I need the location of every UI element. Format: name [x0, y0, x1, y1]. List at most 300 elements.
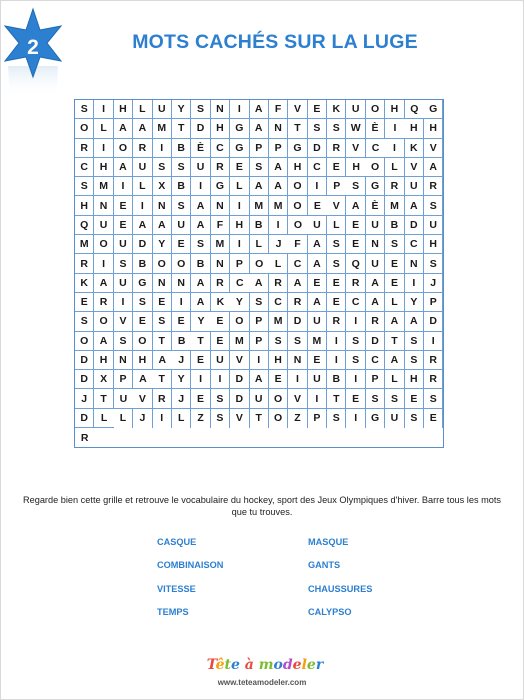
grid-cell[interactable]: C: [366, 351, 385, 370]
grid-cell[interactable]: U: [172, 216, 191, 235]
grid-cell[interactable]: R: [424, 177, 443, 196]
grid-cell[interactable]: V: [230, 409, 249, 428]
grid-cell[interactable]: U: [114, 274, 133, 293]
grid-cell[interactable]: F: [288, 235, 307, 254]
grid-cell[interactable]: R: [424, 370, 443, 389]
grid-cell[interactable]: E: [308, 274, 327, 293]
grid-cell[interactable]: G: [211, 177, 230, 196]
grid-cell[interactable]: V: [405, 158, 424, 177]
grid-cell[interactable]: N: [288, 351, 307, 370]
grid-cell[interactable]: A: [366, 293, 385, 312]
grid-cell[interactable]: A: [114, 158, 133, 177]
grid-cell[interactable]: G: [133, 274, 152, 293]
grid-cell[interactable]: O: [288, 196, 307, 215]
grid-cell[interactable]: V: [230, 351, 249, 370]
grid-cell[interactable]: S: [327, 254, 346, 273]
grid-cell[interactable]: E: [346, 216, 365, 235]
grid-cell[interactable]: B: [172, 332, 191, 351]
grid-cell[interactable]: S: [75, 100, 94, 119]
grid-cell[interactable]: S: [327, 409, 346, 428]
grid-cell[interactable]: H: [424, 235, 443, 254]
grid-cell[interactable]: R: [211, 274, 230, 293]
grid-cell[interactable]: M: [269, 196, 288, 215]
grid-cell[interactable]: I: [308, 389, 327, 408]
grid-cell[interactable]: I: [94, 254, 113, 273]
grid-cell[interactable]: O: [269, 389, 288, 408]
grid-cell[interactable]: D: [405, 216, 424, 235]
grid-cell[interactable]: S: [114, 332, 133, 351]
grid-cell[interactable]: A: [153, 216, 172, 235]
grid-cell[interactable]: U: [385, 409, 404, 428]
grid-cell[interactable]: X: [153, 177, 172, 196]
grid-cell[interactable]: I: [327, 351, 346, 370]
grid-cell[interactable]: I: [114, 293, 133, 312]
grid-cell[interactable]: A: [94, 274, 113, 293]
grid-cell[interactable]: O: [75, 119, 94, 138]
grid-cell[interactable]: R: [211, 158, 230, 177]
grid-cell[interactable]: U: [94, 216, 113, 235]
grid-cell[interactable]: M: [269, 312, 288, 331]
grid-cell[interactable]: O: [153, 254, 172, 273]
grid-cell[interactable]: I: [114, 177, 133, 196]
grid-cell[interactable]: S: [250, 293, 269, 312]
grid-cell[interactable]: R: [75, 139, 94, 158]
grid-cell[interactable]: I: [211, 370, 230, 389]
grid-cell[interactable]: L: [94, 119, 113, 138]
grid-cell[interactable]: G: [230, 119, 249, 138]
grid-cell[interactable]: A: [308, 293, 327, 312]
grid-cell[interactable]: L: [172, 409, 191, 428]
grid-cell[interactable]: S: [327, 119, 346, 138]
grid-cell[interactable]: I: [405, 274, 424, 293]
grid-cell[interactable]: I: [230, 235, 249, 254]
grid-cell[interactable]: U: [405, 177, 424, 196]
grid-cell[interactable]: V: [346, 139, 365, 158]
grid-cell[interactable]: H: [114, 100, 133, 119]
grid-cell[interactable]: A: [250, 119, 269, 138]
grid-cell[interactable]: V: [288, 100, 307, 119]
grid-cell[interactable]: S: [385, 235, 404, 254]
grid-cell[interactable]: E: [346, 389, 365, 408]
grid-cell[interactable]: Y: [191, 312, 210, 331]
grid-cell[interactable]: H: [133, 351, 152, 370]
grid-cell[interactable]: G: [366, 177, 385, 196]
grid-cell[interactable]: U: [191, 158, 210, 177]
grid-cell[interactable]: S: [211, 409, 230, 428]
grid-cell[interactable]: A: [405, 312, 424, 331]
grid-cell[interactable]: N: [366, 235, 385, 254]
grid-cell[interactable]: R: [288, 293, 307, 312]
grid-cell[interactable]: I: [288, 370, 307, 389]
grid-cell[interactable]: K: [75, 274, 94, 293]
grid-cell[interactable]: E: [133, 312, 152, 331]
grid-cell[interactable]: B: [191, 254, 210, 273]
grid-cell[interactable]: I: [250, 351, 269, 370]
grid-cell[interactable]: E: [327, 274, 346, 293]
grid-cell[interactable]: R: [94, 293, 113, 312]
grid-cell[interactable]: L: [94, 409, 113, 428]
grid-cell[interactable]: M: [75, 235, 94, 254]
grid-cell[interactable]: O: [366, 158, 385, 177]
grid-cell[interactable]: C: [308, 158, 327, 177]
grid-cell[interactable]: E: [191, 351, 210, 370]
grid-cell[interactable]: T: [191, 332, 210, 351]
grid-cell[interactable]: A: [385, 312, 404, 331]
grid-cell[interactable]: J: [424, 274, 443, 293]
grid-cell[interactable]: J: [133, 409, 152, 428]
grid-cell[interactable]: R: [385, 177, 404, 196]
grid-cell[interactable]: E: [75, 293, 94, 312]
grid-cell[interactable]: A: [114, 119, 133, 138]
grid-cell[interactable]: E: [327, 293, 346, 312]
grid-cell[interactable]: A: [191, 293, 210, 312]
grid-cell[interactable]: U: [308, 216, 327, 235]
grid-cell[interactable]: A: [269, 177, 288, 196]
grid-cell[interactable]: S: [288, 332, 307, 351]
grid-cell[interactable]: E: [424, 409, 443, 428]
grid-cell[interactable]: B: [385, 216, 404, 235]
grid-cell[interactable]: A: [346, 196, 365, 215]
grid-cell[interactable]: T: [153, 370, 172, 389]
grid-cell[interactable]: B: [172, 139, 191, 158]
grid-cell[interactable]: M: [250, 196, 269, 215]
grid-cell[interactable]: M: [211, 235, 230, 254]
grid-cell[interactable]: K: [327, 100, 346, 119]
grid-cell[interactable]: A: [288, 274, 307, 293]
grid-cell[interactable]: Z: [191, 409, 210, 428]
grid-cell[interactable]: E: [308, 196, 327, 215]
grid-cell[interactable]: U: [308, 370, 327, 389]
grid-cell[interactable]: C: [366, 139, 385, 158]
grid-cell[interactable]: H: [75, 196, 94, 215]
grid-cell[interactable]: S: [191, 235, 210, 254]
grid-cell[interactable]: U: [424, 216, 443, 235]
grid-cell[interactable]: N: [269, 119, 288, 138]
grid-cell[interactable]: A: [153, 351, 172, 370]
grid-cell[interactable]: L: [230, 177, 249, 196]
grid-cell[interactable]: E: [211, 332, 230, 351]
grid-cell[interactable]: U: [133, 158, 152, 177]
grid-cell[interactable]: D: [230, 370, 249, 389]
grid-cell[interactable]: A: [94, 332, 113, 351]
grid-cell[interactable]: D: [288, 312, 307, 331]
grid-cell[interactable]: S: [424, 196, 443, 215]
grid-cell[interactable]: S: [405, 351, 424, 370]
grid-cell[interactable]: E: [153, 293, 172, 312]
grid-cell[interactable]: B: [133, 254, 152, 273]
grid-cell[interactable]: S: [172, 196, 191, 215]
grid-cell[interactable]: E: [405, 389, 424, 408]
grid-cell[interactable]: O: [133, 332, 152, 351]
grid-cell[interactable]: H: [269, 351, 288, 370]
grid-cell[interactable]: G: [288, 139, 307, 158]
grid-cell[interactable]: M: [230, 332, 249, 351]
grid-cell[interactable]: L: [250, 235, 269, 254]
grid-cell[interactable]: S: [405, 409, 424, 428]
grid-cell[interactable]: X: [94, 370, 113, 389]
grid-cell[interactable]: R: [80, 431, 89, 444]
grid-cell[interactable]: S: [385, 389, 404, 408]
grid-cell[interactable]: I: [153, 139, 172, 158]
grid-cell[interactable]: Y: [230, 293, 249, 312]
grid-cell[interactable]: R: [269, 274, 288, 293]
grid-cell[interactable]: H: [346, 158, 365, 177]
grid-cell[interactable]: A: [250, 370, 269, 389]
grid-cell[interactable]: N: [153, 274, 172, 293]
grid-cell[interactable]: E: [114, 196, 133, 215]
grid-cell[interactable]: O: [366, 100, 385, 119]
grid-cell[interactable]: G: [230, 139, 249, 158]
grid-cell[interactable]: I: [269, 216, 288, 235]
grid-cell[interactable]: H: [288, 158, 307, 177]
grid-cell[interactable]: T: [288, 119, 307, 138]
grid-cell[interactable]: D: [424, 312, 443, 331]
grid-cell[interactable]: E: [172, 312, 191, 331]
grid-cell[interactable]: U: [153, 100, 172, 119]
grid-cell[interactable]: A: [250, 274, 269, 293]
grid-cell[interactable]: S: [346, 351, 365, 370]
grid-cell[interactable]: S: [366, 389, 385, 408]
grid-cell[interactable]: È: [366, 119, 385, 138]
grid-cell[interactable]: J: [172, 351, 191, 370]
grid-cell[interactable]: I: [424, 332, 443, 351]
grid-cell[interactable]: U: [308, 312, 327, 331]
grid-cell[interactable]: V: [424, 139, 443, 158]
grid-cell[interactable]: L: [269, 254, 288, 273]
grid-cell[interactable]: S: [269, 332, 288, 351]
grid-cell[interactable]: F: [211, 216, 230, 235]
grid-cell[interactable]: È: [191, 139, 210, 158]
grid-cell[interactable]: H: [385, 100, 404, 119]
grid-cell[interactable]: O: [250, 254, 269, 273]
grid-cell[interactable]: L: [385, 293, 404, 312]
grid-cell[interactable]: A: [308, 254, 327, 273]
grid-cell[interactable]: E: [269, 370, 288, 389]
grid-cell[interactable]: Q: [405, 100, 424, 119]
grid-cell[interactable]: O: [114, 139, 133, 158]
grid-cell[interactable]: E: [308, 100, 327, 119]
grid-cell[interactable]: P: [114, 370, 133, 389]
grid-cell[interactable]: A: [250, 100, 269, 119]
grid-cell[interactable]: I: [385, 119, 404, 138]
grid-cell[interactable]: P: [269, 139, 288, 158]
grid-cell[interactable]: U: [114, 389, 133, 408]
grid-cell[interactable]: A: [308, 235, 327, 254]
grid-cell[interactable]: Y: [172, 370, 191, 389]
grid-cell[interactable]: A: [385, 351, 404, 370]
grid-cell[interactable]: S: [153, 158, 172, 177]
grid-cell[interactable]: P: [308, 409, 327, 428]
grid-cell[interactable]: L: [133, 177, 152, 196]
grid-cell[interactable]: V: [327, 196, 346, 215]
grid-cell[interactable]: T: [94, 389, 113, 408]
grid-cell[interactable]: Y: [405, 293, 424, 312]
grid-cell[interactable]: R: [346, 274, 365, 293]
grid-cell[interactable]: R: [327, 312, 346, 331]
grid-cell[interactable]: A: [269, 158, 288, 177]
grid-cell[interactable]: N: [405, 254, 424, 273]
grid-cell[interactable]: N: [211, 254, 230, 273]
grid-cell[interactable]: Y: [153, 235, 172, 254]
grid-cell[interactable]: P: [366, 370, 385, 389]
grid-cell[interactable]: S: [114, 254, 133, 273]
grid-cell[interactable]: L: [327, 216, 346, 235]
grid-cell[interactable]: R: [75, 254, 94, 273]
grid-cell[interactable]: K: [211, 293, 230, 312]
grid-cell[interactable]: D: [191, 119, 210, 138]
grid-cell[interactable]: T: [327, 389, 346, 408]
grid-cell[interactable]: O: [94, 235, 113, 254]
grid-cell[interactable]: P: [250, 139, 269, 158]
grid-cell[interactable]: O: [288, 177, 307, 196]
grid-cell[interactable]: S: [405, 332, 424, 351]
grid-cell[interactable]: Q: [75, 216, 94, 235]
grid-cell[interactable]: S: [327, 235, 346, 254]
grid-cell[interactable]: V: [133, 389, 152, 408]
grid-cell[interactable]: A: [250, 177, 269, 196]
grid-cell[interactable]: Y: [172, 100, 191, 119]
grid-cell[interactable]: È: [366, 196, 385, 215]
grid-cell[interactable]: D: [133, 235, 152, 254]
grid-cell[interactable]: I: [346, 409, 365, 428]
grid-cell[interactable]: I: [133, 196, 152, 215]
grid-cell[interactable]: C: [211, 139, 230, 158]
grid-cell[interactable]: I: [191, 370, 210, 389]
grid-cell[interactable]: C: [288, 254, 307, 273]
grid-cell[interactable]: O: [230, 312, 249, 331]
grid-cell[interactable]: E: [346, 235, 365, 254]
grid-cell[interactable]: A: [133, 370, 152, 389]
grid-cell[interactable]: D: [308, 139, 327, 158]
grid-cell[interactable]: P: [250, 332, 269, 351]
grid-cell[interactable]: U: [346, 100, 365, 119]
grid-cell[interactable]: P: [424, 293, 443, 312]
grid-cell[interactable]: P: [327, 177, 346, 196]
grid-cell[interactable]: M: [308, 332, 327, 351]
grid-cell[interactable]: E: [327, 158, 346, 177]
grid-cell[interactable]: C: [269, 293, 288, 312]
grid-cell[interactable]: A: [191, 216, 210, 235]
grid-cell[interactable]: T: [250, 409, 269, 428]
grid-cell[interactable]: P: [230, 254, 249, 273]
grid-cell[interactable]: D: [230, 389, 249, 408]
grid-cell[interactable]: V: [288, 389, 307, 408]
grid-cell[interactable]: C: [405, 235, 424, 254]
grid-cell[interactable]: S: [424, 389, 443, 408]
grid-cell[interactable]: T: [172, 119, 191, 138]
grid-cell[interactable]: E: [230, 158, 249, 177]
grid-cell[interactable]: P: [250, 312, 269, 331]
grid-cell[interactable]: R: [366, 312, 385, 331]
grid-cell[interactable]: D: [75, 370, 94, 389]
grid-cell[interactable]: S: [191, 100, 210, 119]
grid-cell[interactable]: A: [133, 119, 152, 138]
grid-cell[interactable]: E: [385, 274, 404, 293]
grid-cell[interactable]: O: [172, 254, 191, 273]
grid-cell[interactable]: R: [153, 389, 172, 408]
grid-cell[interactable]: L: [114, 409, 133, 428]
grid-cell[interactable]: A: [405, 196, 424, 215]
grid-cell[interactable]: H: [230, 216, 249, 235]
grid-cell[interactable]: I: [153, 409, 172, 428]
grid-cell[interactable]: I: [385, 139, 404, 158]
grid-cell[interactable]: S: [211, 389, 230, 408]
grid-cell[interactable]: S: [346, 177, 365, 196]
grid-cell[interactable]: H: [94, 351, 113, 370]
grid-cell[interactable]: N: [211, 100, 230, 119]
grid-cell[interactable]: J: [75, 389, 94, 408]
grid-cell[interactable]: H: [211, 119, 230, 138]
grid-cell[interactable]: A: [191, 274, 210, 293]
grid-cell[interactable]: S: [308, 119, 327, 138]
grid-cell[interactable]: S: [75, 177, 94, 196]
grid-cell[interactable]: I: [94, 139, 113, 158]
grid-cell[interactable]: S: [153, 312, 172, 331]
grid-cell[interactable]: N: [211, 196, 230, 215]
grid-cell[interactable]: E: [114, 216, 133, 235]
grid-cell[interactable]: I: [308, 177, 327, 196]
grid-cell[interactable]: W: [346, 119, 365, 138]
grid-cell[interactable]: R: [133, 139, 152, 158]
grid-cell[interactable]: U: [211, 351, 230, 370]
grid-cell[interactable]: G: [366, 409, 385, 428]
grid-cell[interactable]: D: [75, 351, 94, 370]
grid-cell[interactable]: C: [346, 293, 365, 312]
grid-cell[interactable]: H: [424, 119, 443, 138]
grid-cell[interactable]: F: [269, 100, 288, 119]
grid-cell[interactable]: A: [133, 216, 152, 235]
grid-cell[interactable]: H: [405, 370, 424, 389]
grid-cell[interactable]: V: [114, 312, 133, 331]
grid-cell[interactable]: I: [191, 177, 210, 196]
grid-cell[interactable]: L: [133, 100, 152, 119]
grid-cell[interactable]: N: [94, 196, 113, 215]
grid-cell[interactable]: S: [346, 332, 365, 351]
grid-cell[interactable]: H: [94, 158, 113, 177]
grid-cell[interactable]: A: [424, 158, 443, 177]
grid-cell[interactable]: R: [327, 139, 346, 158]
grid-cell[interactable]: Q: [346, 254, 365, 273]
grid-cell[interactable]: G: [424, 100, 443, 119]
grid-cell[interactable]: T: [385, 332, 404, 351]
grid-cell[interactable]: S: [75, 312, 94, 331]
grid-cell[interactable]: O: [94, 312, 113, 331]
grid-cell[interactable]: S: [133, 293, 152, 312]
grid-cell[interactable]: S: [250, 158, 269, 177]
grid-cell[interactable]: T: [153, 332, 172, 351]
grid-cell[interactable]: M: [94, 177, 113, 196]
grid-cell[interactable]: J: [269, 235, 288, 254]
grid-cell[interactable]: S: [424, 254, 443, 273]
grid-cell[interactable]: C: [230, 274, 249, 293]
grid-cell[interactable]: M: [385, 196, 404, 215]
grid-cell[interactable]: I: [172, 293, 191, 312]
grid-cell[interactable]: I: [230, 100, 249, 119]
grid-cell[interactable]: K: [405, 139, 424, 158]
grid-cell[interactable]: L: [385, 370, 404, 389]
grid-cell[interactable]: U: [250, 389, 269, 408]
grid-cell[interactable]: H: [405, 119, 424, 138]
grid-cell[interactable]: R: [424, 351, 443, 370]
grid-cell[interactable]: I: [94, 100, 113, 119]
grid-cell[interactable]: O: [75, 332, 94, 351]
grid-cell[interactable]: I: [346, 312, 365, 331]
grid-cell[interactable]: N: [172, 274, 191, 293]
grid-cell[interactable]: B: [172, 177, 191, 196]
grid-cell[interactable]: U: [114, 235, 133, 254]
grid-cell[interactable]: B: [250, 216, 269, 235]
grid-cell[interactable]: I: [230, 196, 249, 215]
